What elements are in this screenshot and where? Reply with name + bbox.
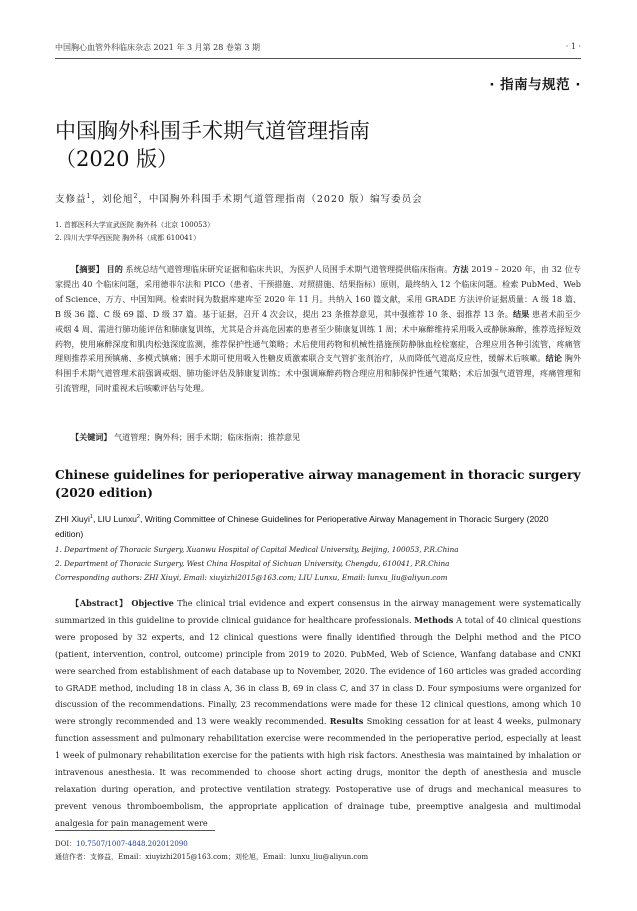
running-header [55, 42, 581, 56]
title-chinese-line2: （2020 版） [55, 147, 179, 171]
objective-en-label: Objective [131, 598, 174, 608]
affiliation-en-2: 2. Department of Thoracic Surgery, West China Hospital of Sichuan University, Chengdu, 610041, P.R.China [55, 559, 450, 568]
objective-zh-label: 目的 [106, 264, 123, 274]
abstract-en-label: 【Abstract】 [71, 598, 129, 608]
author-2: ，刘伦旭 [91, 194, 134, 205]
author-en-1: ZHI Xiuyi [55, 514, 90, 524]
footnote-rule [55, 830, 215, 831]
corresponding-authors-en: Corresponding authors: ZHI Xiuyi, Email: xiuyizhi2015@163.com; LIU Lunxu, Email: lunxu_liu@aliyun.com [55, 573, 448, 582]
journal-citation: 中国胸心血管外科临床杂志 2021 年 3 月第 28 卷第 3 期 [55, 43, 261, 52]
authors-chinese [55, 191, 423, 205]
objective-en-text: The clinical trial evidence and expert consensus in the airway management were systematically summarized in this guideline to provide clinical guidance for healthcare professionals. [55, 598, 581, 625]
result-en-text: Smoking cessation for at least 4 weeks, pulmonary function assessment and pulmonary rehabilitation exercise were recommended in the perioperative period, especially at least 1 week of pulmonary rehabilitation exercise for the patients with high risk factors. Anesthesia was maintained by inhalation or intravenous anesthesia. It was recommended to choose short acting drugs, monitor the depth of anesthesia and muscle relaxation during operation, and protective ventilation strategy. Postoperative use of drugs and mechanical measures to prevent venous thromboembolism, the appropriate application of drainage tube, preemptive analgesia and multimodal analgesia for pain management were [55, 716, 581, 828]
section-label: · 指南与规范 · [489, 77, 581, 93]
title-chinese [55, 117, 370, 173]
method-zh-text: 2019 – 2020 年，由 32 位专家提出 40 个临床问题，采用德菲尔法和 PICO（患者、干预措施、对照措施、结果指标）原则，最终纳入 12 个临床问题。检索 PubMed、Web of Science、万方、中国知网。检索时间为数据库建库至 2020 年 11 月。共纳入 160 篇文献，采用 GRADE 方法评价证据质量：A 级 18 篇、B 级 36 篇、C 级 69 篇、D 级 37 篇。基于证据，召开 4 次会议，提出 23 条推荐意见，其中强推荐 10 条、弱推荐 13 条。 [55, 264, 581, 319]
correspondence-footnote: 通信作者：支修益，Email：xiuyizhi2015@163.com；刘伦旭，Email：lunxu_liu@aliyun.com [55, 853, 369, 861]
conclusion-zh-label: 结论 [545, 353, 563, 364]
author-1: 支修益 [55, 194, 87, 205]
affiliation-en-1: 1. Department of Thoracic Surgery, Xuanwu Hospital of Capital Medical University, Beijing, 100053, P.R.China [55, 545, 459, 554]
result-zh-label: 结果 [512, 308, 530, 319]
page-number: · 1 · [565, 42, 581, 51]
title-chinese-line1: 中国胸外科围手术期气道管理指南 [55, 119, 370, 143]
keywords-zh-label: 【关键词】 [71, 432, 112, 442]
affiliation-zh-2: 2. 四川大学华西医院 胸外科（成都 610041） [55, 234, 201, 242]
affiliation-zh-1: 1. 首都医科大学宣武医院 胸外科（北京 100053） [55, 221, 215, 229]
author-1-affiliation-mark: 1 [86, 192, 92, 200]
abstract-zh-label: 【摘要】 [71, 264, 104, 274]
result-en-label: Results [329, 716, 364, 727]
doi-line [55, 839, 188, 849]
method-en-text: A total of 40 clinical questions were proposed by 32 experts, and 12 clinical questions were finally identified through the Delphi method and the PICO (patient, intervention, control, outcome) principle from 2019 to 2020. PubMed, Web of Science, Wanfang database and CNKI were searched from establishment of each database up to November, 2020. The evidence of 160 articles was graded according to GRADE method, including 18 in class A, 36 in class B, 69 in class C, and 37 in class D. Four symposiums were organized for discussion of the recommendations. Finally, 23 recommendations were made for these 12 clinical questions, among which 10 were strongly recommended and 13 were weakly recommended. [55, 614, 582, 727]
author-en-1-affiliation-mark: 1 [89, 514, 93, 521]
doi-link[interactable]: 10.7507/1007-4848.202012090 [76, 840, 188, 848]
keywords-zh-text: 气道管理；胸外科；围手术期；临床指南；推荐意见 [114, 432, 301, 442]
author-en-committee: , Writing Committee of Chinese Guidelines for Perioperative Airway Management in Thoracic Surgery (2020 edition) [55, 514, 549, 539]
title-english: Chinese guidelines for perioperative airway management in thoracic surgery (2020 edition) [55, 468, 581, 500]
authors-english [55, 512, 555, 542]
method-en-label: Methods [414, 614, 454, 625]
conclusion-zh-text: 胸外科围手术期气道管理术前强调戒烟、肺功能评估及肺康复训练；术中强调麻醉药物合理应用和肺保护性通气策略；术后加强气道管理，疼痛管理和引流管理，同时重视术后咳嗽评估与处理。 [55, 353, 581, 394]
abstract-chinese [55, 262, 581, 396]
author-en-2-affiliation-mark: 2 [136, 514, 141, 521]
keywords-chinese [55, 432, 581, 443]
abstract-english [55, 595, 581, 832]
header-rule [55, 58, 581, 59]
author-committee: ，中国胸外科围手术期气道管理指南（2020 版）编写委员会 [138, 194, 423, 205]
author-2-affiliation-mark: 2 [133, 192, 139, 200]
result-zh-text: 患者术前至少戒烟 4 周、需进行肺功能评估和肺康复训练，尤其是合并高危因素的患者至少肺康复训练 1 周；术中麻醉维持采用吸入或静脉麻醉，推荐选择短效药物，使用麻醉深度和肌肉松弛深度监测，推荐保护性通气策略；术后使用药物和机械性措施预防静脉血栓栓塞症，合理应用各种引流管，疼痛管理则推荐采用预镇痛、多模式镇痛；围手术期可使用吸入性糖皮质激素联合支气管扩张剂治疗，从而降低气道高反应性，缓解术后咳嗽。 [55, 308, 581, 364]
objective-zh-text: 系统总结气道管理临床研究证据和临床共识，为医护人员围手术期气道管理提供临床指南。 [125, 264, 453, 274]
doi-label: DOI： [55, 840, 77, 848]
author-en-2: , LIU Lunxu [92, 514, 137, 524]
method-zh-label: 方法 [452, 264, 469, 274]
